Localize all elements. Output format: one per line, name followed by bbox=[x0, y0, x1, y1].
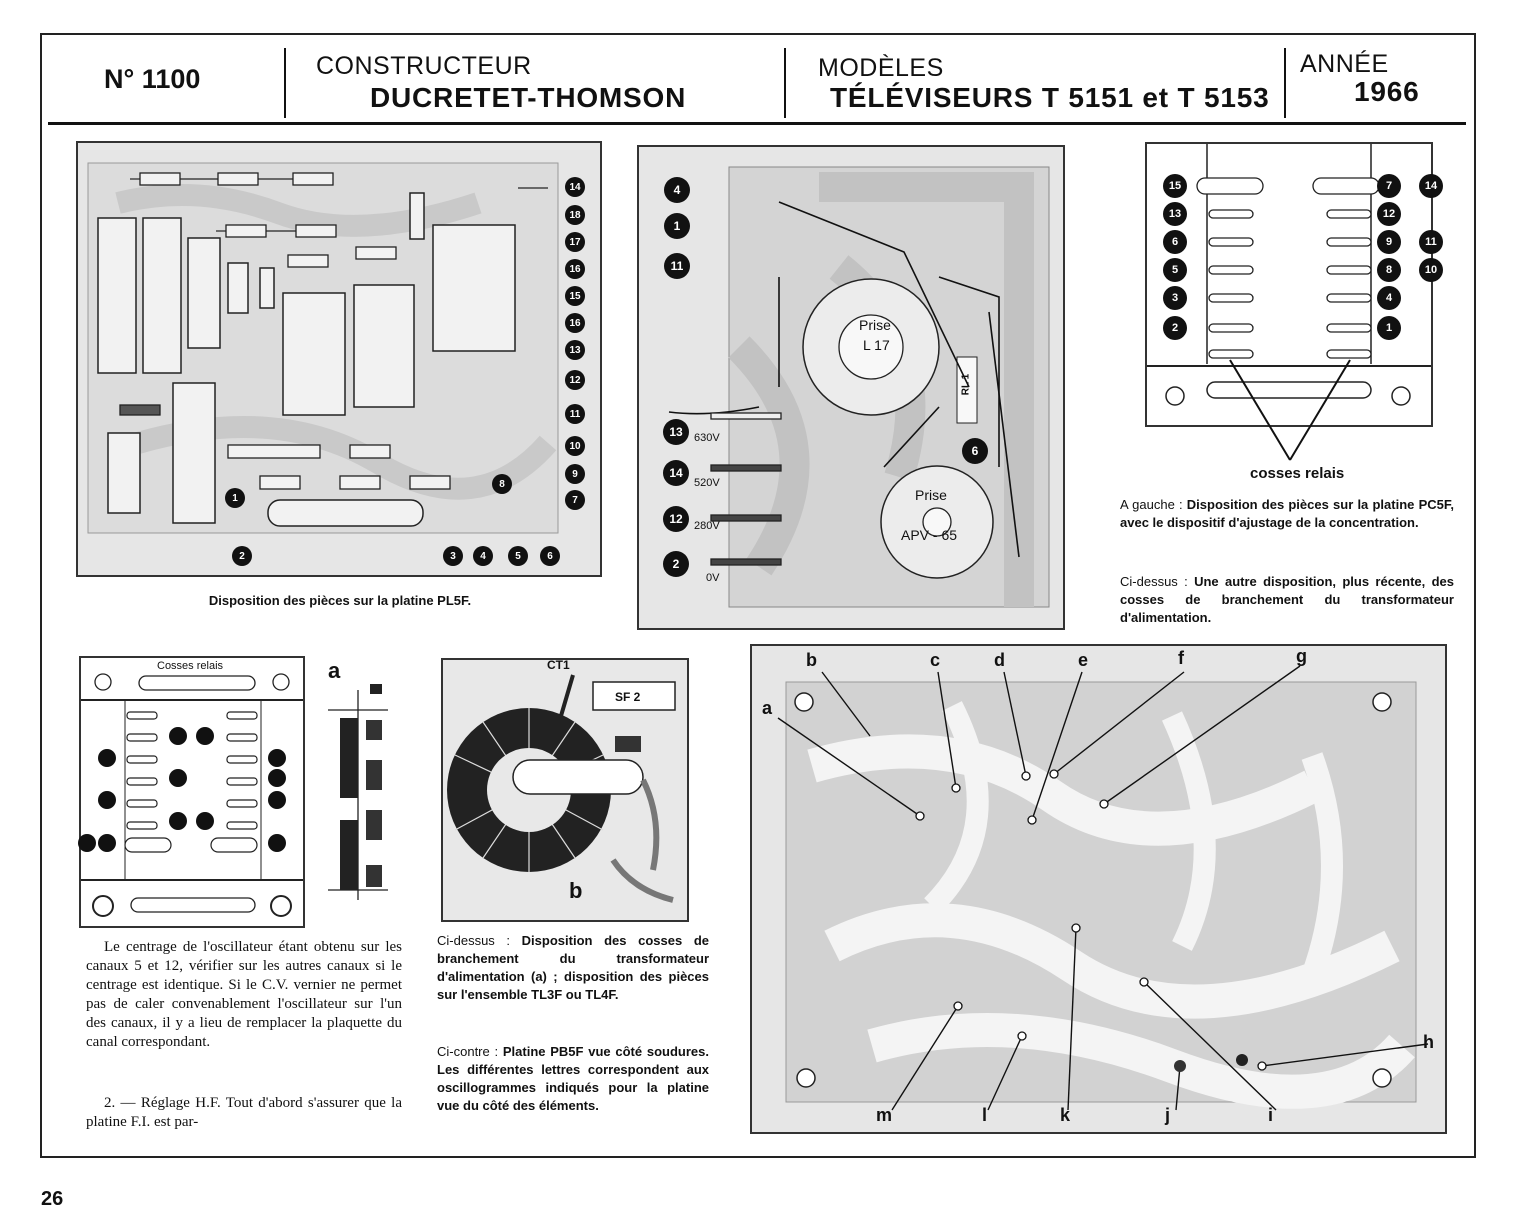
pc5f-pin: 3 bbox=[1163, 286, 1187, 310]
socket-pin: 13 bbox=[663, 419, 689, 445]
pl5f-pin: 5 bbox=[508, 546, 528, 566]
pl5f-board-drawing bbox=[78, 143, 600, 575]
tl3f-drawing bbox=[443, 660, 687, 920]
transfo-pin bbox=[268, 834, 286, 852]
pl5f-pin: 11 bbox=[565, 404, 585, 424]
pc5f-pin: 5 bbox=[1163, 258, 1187, 282]
year-label: ANNÉE bbox=[1300, 50, 1389, 78]
transfo-caption bbox=[1120, 573, 1454, 627]
pl5f-pin: 13 bbox=[565, 340, 585, 360]
pc5f-pin: 4 bbox=[1377, 286, 1401, 310]
constructor-name: DUCRETET-THOMSON bbox=[370, 82, 687, 113]
pl5f-pin: 14 bbox=[565, 177, 585, 197]
cosses-relais-label: cosses relais bbox=[1250, 465, 1345, 482]
pb5f-letter-h: h bbox=[1423, 1032, 1434, 1052]
cosses-pointer-lines bbox=[1210, 350, 1370, 470]
pl5f-pin: 17 bbox=[565, 232, 585, 252]
pc5f-pin: 12 bbox=[1377, 202, 1401, 226]
pb5f-letter-k: k bbox=[1060, 1105, 1071, 1125]
pb5f-caption bbox=[437, 1043, 709, 1115]
ct1-label: CT1 bbox=[547, 658, 570, 672]
pc5f-pin: 15 bbox=[1163, 174, 1187, 198]
socket2-label: Prise bbox=[915, 487, 947, 503]
pl5f-pin: 16 bbox=[565, 313, 585, 333]
pl5f-board-figure bbox=[76, 141, 602, 577]
pb5f-letter-m: m bbox=[876, 1105, 893, 1125]
cosses-relais-label: Cosses relais bbox=[157, 660, 224, 672]
caption-text: Platine PB5F vue côté soudures. Les différentes lettres correspondent aux oscillogrammes indiqués pour la platine vue du côté des éléments. bbox=[437, 1044, 709, 1113]
transfo-pin bbox=[196, 727, 214, 745]
pb5f-letter-a: a bbox=[762, 698, 773, 718]
voltage-label: 0V bbox=[706, 572, 720, 584]
socket-pin: 12 bbox=[663, 506, 689, 532]
letter-b-label: b bbox=[569, 878, 583, 903]
pl5f-pin: 9 bbox=[565, 464, 585, 484]
models-label: MODÈLES bbox=[818, 54, 944, 82]
pb5f-letter-e: e bbox=[1078, 650, 1089, 670]
socket-pin: 2 bbox=[663, 551, 689, 577]
pb5f-letter-j: j bbox=[1165, 1105, 1171, 1125]
pb5f-letter-b: b bbox=[806, 650, 817, 670]
caption-lead: Ci-dessus : bbox=[437, 933, 522, 948]
pl5f-pin: 8 bbox=[492, 474, 512, 494]
pc5f-pin: 6 bbox=[1163, 230, 1187, 254]
socket-pin: 14 bbox=[663, 460, 689, 486]
pb5f-letter-f: f bbox=[1178, 648, 1184, 668]
socket2-type: APV - 65 bbox=[901, 527, 958, 543]
caption-text: Disposition des cosses de branchement du transformateur d'alimentation (a) ; disposition des pièces sur l'ensemble TL3F ou TL4F. bbox=[437, 933, 709, 1002]
pb5f-letter-c: c bbox=[930, 650, 941, 670]
pb5f-letter-i: i bbox=[1268, 1105, 1274, 1125]
voltage-label: 280V bbox=[694, 520, 720, 532]
sf2-label: SF 2 bbox=[615, 690, 641, 704]
pc5f-pin: 10 bbox=[1419, 258, 1443, 282]
pb5f-letter-g: g bbox=[1296, 646, 1307, 666]
pl5f-pin: 15 bbox=[565, 286, 585, 306]
models-name: TÉLÉVISEURS T 5151 et T 5153 bbox=[830, 82, 1270, 113]
tl3f-figure bbox=[441, 658, 689, 922]
page-number: 26 bbox=[41, 1188, 64, 1210]
constructor-label: CONSTRUCTEUR bbox=[316, 52, 532, 80]
pl5f-caption: Disposition des pièces sur la platine PL5F. bbox=[208, 593, 472, 608]
caption-lead: A gauche : bbox=[1120, 497, 1187, 512]
pc5f-caption bbox=[1120, 496, 1454, 532]
socket-board-drawing bbox=[639, 147, 1063, 628]
tl3f-caption bbox=[437, 932, 709, 1004]
caption-text: Une autre disposition, plus récente, des cosses de branchement du transformateur d'alimentation. bbox=[1120, 574, 1454, 625]
transfo-pin bbox=[169, 727, 187, 745]
pb5f-board-drawing bbox=[752, 646, 1445, 1132]
socket-pin: 4 bbox=[664, 177, 690, 203]
pl5f-pin: 2 bbox=[232, 546, 252, 566]
pc5f-pin: 2 bbox=[1163, 316, 1187, 340]
header-divider bbox=[784, 48, 786, 118]
transfo-pin bbox=[196, 812, 214, 830]
socket1-label: Prise bbox=[859, 317, 891, 333]
caption-text: Disposition des pièces sur la platine PC5F, avec le dispositif d'ajustage de la concentration. bbox=[1120, 497, 1454, 530]
transfo-pin bbox=[98, 791, 116, 809]
socket-pin: 1 bbox=[664, 213, 690, 239]
sheet-number: N° 1100 bbox=[104, 64, 201, 94]
caption-lead: Ci-contre : bbox=[437, 1044, 503, 1059]
header-divider bbox=[1284, 48, 1286, 118]
transfo-pin bbox=[268, 791, 286, 809]
transfo-pin bbox=[169, 812, 187, 830]
pl5f-pin: 16 bbox=[565, 259, 585, 279]
letter-a-label: a bbox=[328, 658, 341, 683]
transfo-pin bbox=[98, 749, 116, 767]
voltage-label: 630V bbox=[694, 432, 720, 444]
transformer-side-drawing bbox=[318, 680, 398, 910]
socket-pin: 11 bbox=[664, 253, 690, 279]
socket1-type: L 17 bbox=[863, 337, 890, 353]
socket-board-figure bbox=[637, 145, 1065, 630]
rl1-label: RL 1 bbox=[960, 373, 972, 396]
pl5f-pin: 3 bbox=[443, 546, 463, 566]
pc5f-pin: 11 bbox=[1419, 230, 1443, 254]
pc5f-pin: 9 bbox=[1377, 230, 1401, 254]
header-divider bbox=[284, 48, 286, 118]
body-paragraph-1: Le centrage de l'oscillateur étant obtenu sur les canaux 5 et 12, vérifier sur les autres canaux si le centrage est identique. Si le C.V. vernier ne permet pas de caler convenablement l'oscillateur sur l'un des canaux, il y a lieu de remplacer la plaquette du canal correspondant. bbox=[86, 939, 402, 1050]
caption-lead: Ci-dessus : bbox=[1120, 574, 1195, 589]
transfo-pin bbox=[169, 769, 187, 787]
pc5f-pin: 14 bbox=[1419, 174, 1443, 198]
transfo-pin bbox=[268, 749, 286, 767]
pc5f-pin: 7 bbox=[1377, 174, 1401, 198]
header-bar bbox=[48, 44, 1466, 125]
year-value: 1966 bbox=[1354, 76, 1420, 107]
transfo-pin bbox=[78, 834, 96, 852]
pb5f-letter-l: l bbox=[982, 1105, 988, 1125]
pl5f-pin: 7 bbox=[565, 490, 585, 510]
transfo-pin bbox=[98, 834, 116, 852]
pc5f-pin: 8 bbox=[1377, 258, 1401, 282]
pl5f-pin: 10 bbox=[565, 436, 585, 456]
pc5f-pin: 1 bbox=[1377, 316, 1401, 340]
pl5f-pin: 1 bbox=[225, 488, 245, 508]
pb5f-board-figure bbox=[750, 644, 1447, 1134]
pl5f-pin: 6 bbox=[540, 546, 560, 566]
pl5f-pin: 18 bbox=[565, 205, 585, 225]
transfo-terminal-drawing bbox=[81, 658, 303, 926]
body-paragraph-2: 2. — Réglage H.F. Tout d'abord s'assurer que la platine F.I. est par- bbox=[86, 1095, 402, 1130]
transfo-pin bbox=[268, 769, 286, 787]
pl5f-pin: 4 bbox=[473, 546, 493, 566]
voltage-label: 520V bbox=[694, 477, 720, 489]
pc5f-pin: 13 bbox=[1163, 202, 1187, 226]
pl5f-pin: 12 bbox=[565, 370, 585, 390]
socket-pin: 6 bbox=[962, 438, 988, 464]
pb5f-letter-d: d bbox=[994, 650, 1005, 670]
